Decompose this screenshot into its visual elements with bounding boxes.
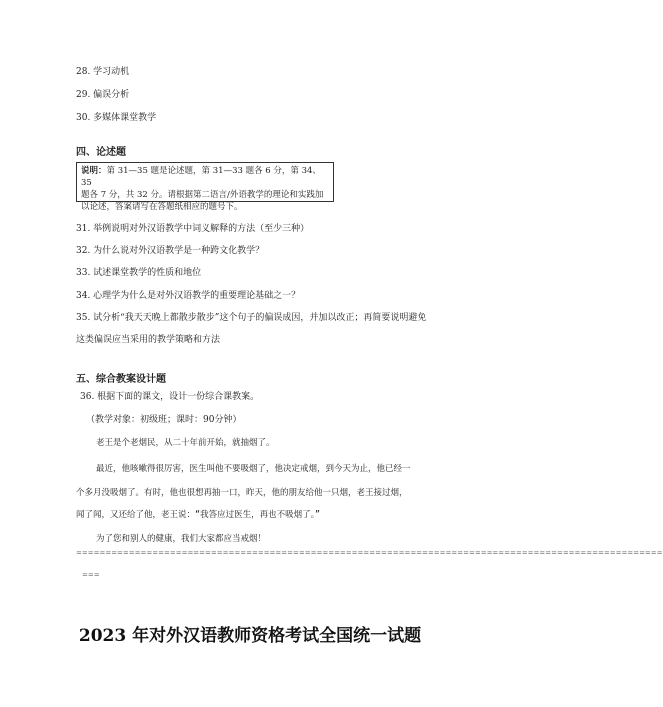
- question-35-cont: 这类偏误应当采用的教学策略和方法: [76, 335, 221, 345]
- note-text: 第 31—35 题是论述题，第 31—33 题各 6 分，第 34、35: [81, 166, 321, 188]
- list-item: 29. 偏误分析: [76, 90, 130, 100]
- question-35: 35. 试分析“我天天晚上都散步散步”这个句子的偏误成因，并加以改正；再简要说明避免: [76, 313, 427, 323]
- divider-tail: ===: [82, 571, 100, 579]
- note-label: 说明：: [81, 166, 107, 176]
- list-item: 28. 学习动机: [76, 67, 130, 77]
- question-36: 36. 根据下面的课文，设计一份综合课教案。: [80, 392, 260, 402]
- page-title: 2023 年对外汉语教师资格考试全国统一试题: [78, 626, 422, 646]
- passage-line: 个多月没吸烟了。有时，他也很想再抽一口，昨天，他的朋友给他一只烟，老王接过烟，: [76, 488, 408, 498]
- passage-paragraph: 老王是个老烟民，从二十年前开始，就抽烟了。: [96, 438, 275, 448]
- passage-paragraph: 最近，他咳嗽得很厉害，医生叫他不要吸烟了，他决定戒烟，到今天为止，他已经一: [96, 464, 411, 474]
- instruction-box: [76, 162, 334, 212]
- note-text: 题各 7 分，共 32 分。请根据第二语言/外语教学的理论和实践加: [81, 190, 324, 200]
- section-heading-lesson-plan: 五、综合教案设计题: [76, 374, 166, 385]
- lesson-meta: （教学对象：初级班；课时：90分钟）: [86, 415, 242, 425]
- note-text: 以论述，答案请写在答题纸相应的题号下。: [81, 202, 243, 212]
- question-33: 33. 试述课堂教学的性质和地位: [76, 268, 202, 278]
- passage-paragraph: 为了您和别人的健康，我们大家都应当戒烟！: [96, 534, 267, 544]
- question-32: 32. 为什么说对外汉语教学是一种跨文化教学？: [76, 246, 265, 256]
- question-31: 31. 举例说明对外汉语教学中词义解释的方法（至少三种）: [76, 224, 310, 234]
- question-34: 34. 心理学为什么是对外汉语教学的重要理论基础之一？: [76, 291, 301, 301]
- divider-line: ====================================================================================================: [76, 549, 663, 557]
- section-heading-essay: 四、论述题: [76, 147, 126, 158]
- passage-line: 闻了闻，又还给了他，老王说：“我答应过医生，再也不吸烟了。”: [76, 510, 320, 520]
- list-item: 30. 多媒体课堂教学: [76, 113, 157, 123]
